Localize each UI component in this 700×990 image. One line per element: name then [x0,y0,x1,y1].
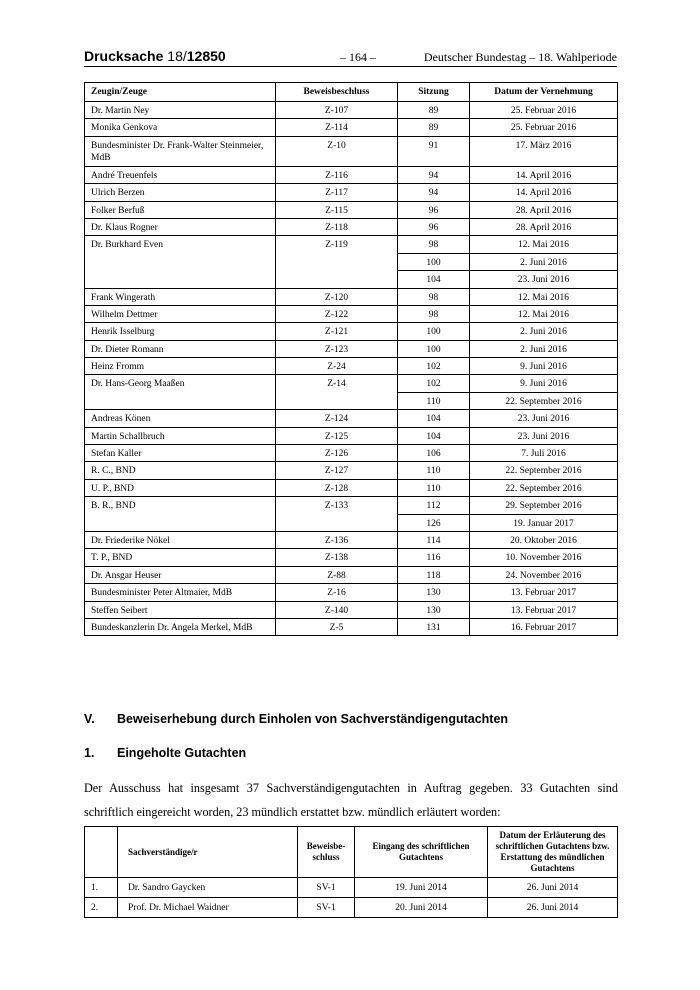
session-number: 100 [398,253,470,270]
resolution-number: Z-124 [276,410,398,427]
resolution-number: Z-118 [276,218,398,235]
table-row [85,136,618,166]
witness-name: U. P., BND [85,479,276,496]
session-number: 106 [398,445,470,462]
session-number: 110 [398,479,470,496]
expert-table [84,826,618,918]
table-row [85,427,618,444]
document-number: Drucksache 18/12850 [84,48,226,64]
table-row [85,462,618,479]
session-number: 98 [398,236,470,253]
table-row [85,102,618,119]
resolution-number: Z-127 [276,462,398,479]
resolution-number: Z-114 [276,119,398,136]
resolution-number: Z-117 [276,184,398,201]
explanation-date: 26. Juni 2014 [488,898,618,918]
witness-name: Frank Wingerath [85,288,276,305]
witness-name: Bundesminister Dr. Frank-Walter Steinmeier, MdB [85,136,276,166]
witness-name: T. P., BND [85,549,276,566]
hearing-date: 16. Februar 2017 [470,618,618,635]
session-number: 116 [398,549,470,566]
hearing-date: 9. Juni 2016 [470,375,618,392]
witness-name: Dr. Klaus Rogner [85,218,276,235]
resolution-number: Z-126 [276,445,398,462]
table-row [85,878,618,898]
witness-table-header [85,83,618,102]
witness-name: B. R., BND [85,497,276,532]
witness-name: Dr. Martin Ney [85,102,276,119]
witness-name: Bundesminister Peter Altmaier, MdB [85,584,276,601]
page-header [84,50,617,67]
expert-table-header [85,827,618,878]
table-row [85,323,618,340]
resolution-number: Z-119 [276,236,398,288]
session-number: 104 [398,410,470,427]
table-row [85,497,618,514]
column-header: Beweisbeschluss [276,83,398,102]
resolution-number: Z-115 [276,201,398,218]
session-number: 130 [398,584,470,601]
table-row [85,898,618,918]
session-number: 94 [398,184,470,201]
table-row [85,166,618,183]
table-row [85,445,618,462]
witness-name: Dr. Burkhard Even [85,236,276,288]
hearing-date: 2. Juni 2016 [470,323,618,340]
resolution-number: Z-125 [276,427,398,444]
table-row [85,288,618,305]
receipt-date: 19. Juni 2014 [355,878,488,898]
column-header: Eingang des schriftlichen Gutachtens [355,827,488,878]
column-header [85,827,118,878]
session-number: 126 [398,514,470,531]
hearing-date: 2. Juni 2016 [470,253,618,270]
column-header: Datum der Erläuterung des schriftlichen Gutachtens bzw. Erstattung des mündlichen Gutachtens [488,827,618,878]
witness-name: R. C., BND [85,462,276,479]
table-row [85,358,618,375]
hearing-date: 17. März 2016 [470,136,618,166]
resolution-number: Z-5 [276,618,398,635]
resolution-number: Z-122 [276,305,398,322]
session-number: 91 [398,136,470,166]
resolution-number: Z-138 [276,549,398,566]
resolution-number: Z-123 [276,340,398,357]
hearing-date: 23. Juni 2016 [470,427,618,444]
hearing-date: 13. Februar 2017 [470,584,618,601]
expert-name: Dr. Sandro Gaycken [118,878,298,898]
column-header: Sachverständige/r [118,827,298,878]
column-header: Zeugin/Zeuge [85,83,276,102]
witness-name: Wilhelm Dettmer [85,305,276,322]
resolution-number: SV-1 [298,878,355,898]
hearing-date: 12. Mai 2016 [470,305,618,322]
witness-name: Andreas Könen [85,410,276,427]
witness-name: Henrik Isselburg [85,323,276,340]
session-number: 130 [398,601,470,618]
hearing-date: 20. Oktober 2016 [470,531,618,548]
witness-name: Dr. Dieter Romann [85,340,276,357]
publisher-label: Deutscher Bundestag – 18. Wahlperiode [423,50,617,64]
session-number: 102 [398,358,470,375]
hearing-date: 25. Februar 2016 [470,119,618,136]
table-row [85,566,618,583]
table-row [85,410,618,427]
session-number: 131 [398,618,470,635]
explanation-date: 26. Juni 2014 [488,878,618,898]
session-number: 96 [398,218,470,235]
receipt-date: 20. Juni 2014 [355,898,488,918]
witness-name: Bundeskanzlerin Dr. Angela Merkel, MdB [85,618,276,635]
resolution-number: Z-24 [276,358,398,375]
resolution-number: Z-133 [276,497,398,532]
resolution-number: Z-88 [276,566,398,583]
table-row [85,119,618,136]
session-number: 94 [398,166,470,183]
session-number: 104 [398,427,470,444]
session-number: 100 [398,323,470,340]
session-number: 110 [398,392,470,409]
session-number: 110 [398,462,470,479]
table-row [85,236,618,253]
hearing-date: 22. September 2016 [470,479,618,496]
resolution-number: Z-10 [276,136,398,166]
session-number: 112 [398,497,470,514]
hearing-date: 22. September 2016 [470,392,618,409]
table-row [85,601,618,618]
witness-name: Dr. Ansgar Heuser [85,566,276,583]
hearing-date: 19. Januar 2017 [470,514,618,531]
hearing-date: 29. September 2016 [470,497,618,514]
session-number: 114 [398,531,470,548]
table-row [85,201,618,218]
hearing-date: 28. April 2016 [470,201,618,218]
hearing-date: 2. Juni 2016 [470,340,618,357]
hearing-date: 14. April 2016 [470,166,618,183]
hearing-date: 22. September 2016 [470,462,618,479]
witness-name: Dr. Hans-Georg Maaßen [85,375,276,410]
table-row [85,184,618,201]
witness-name: Heinz Fromm [85,358,276,375]
session-number: 98 [398,305,470,322]
hearing-date: 28. April 2016 [470,218,618,235]
resolution-number: Z-116 [276,166,398,183]
session-number: 98 [398,288,470,305]
row-number: 1. [85,878,118,898]
session-number: 104 [398,271,470,288]
column-header: Beweisbeschluss [298,827,355,878]
table-row [85,531,618,548]
resolution-number: Z-120 [276,288,398,305]
hearing-date: 10. November 2016 [470,549,618,566]
resolution-number: Z-107 [276,102,398,119]
session-number: 118 [398,566,470,583]
resolution-number: Z-136 [276,531,398,548]
witness-name: Ulrich Berzen [85,184,276,201]
witness-name: Monika Genkova [85,119,276,136]
hearing-date: 12. Mai 2016 [470,236,618,253]
witness-name: Folker Berfuß [85,201,276,218]
table-row [85,549,618,566]
table-row [85,218,618,235]
witness-name: Dr. Friederike Nökel [85,531,276,548]
expert-name: Prof. Dr. Michael Waidner [118,898,298,918]
witness-name: Steffen Seibert [85,601,276,618]
witness-name: Stefan Kaller [85,445,276,462]
session-number: 102 [398,375,470,392]
hearing-date: 12. Mai 2016 [470,288,618,305]
table-row [85,375,618,392]
resolution-number: Z-16 [276,584,398,601]
table-row [85,479,618,496]
hearing-date: 14. April 2016 [470,184,618,201]
session-number: 96 [398,201,470,218]
hearing-date: 7. Juli 2016 [470,445,618,462]
witness-name: André Treuenfels [85,166,276,183]
section-heading: V. Beweiserhebung durch Einholen von Sachverständigengutachten [84,712,509,726]
resolution-number: Z-128 [276,479,398,496]
session-number: 89 [398,119,470,136]
witness-name: Martin Schallbruch [85,427,276,444]
resolution-number: Z-121 [276,323,398,340]
hearing-date: 9. Juni 2016 [470,358,618,375]
hearing-date: 23. Juni 2016 [470,271,618,288]
body-paragraph: Der Ausschuss hat insgesamt 37 Sachverständigengutachten in Auftrag gegeben. 33 Gutachten sind schriftlich eingereicht worden, 23 mündlich erstattet bzw. mündlich erläutert worden: [84,781,618,819]
resolution-number: Z-140 [276,601,398,618]
table-row [85,305,618,322]
column-header: Sitzung [398,83,470,102]
witness-table [84,82,618,636]
table-row [85,618,618,635]
resolution-number: SV-1 [298,898,355,918]
resolution-number: Z-14 [276,375,398,410]
column-header: Datum der Vernehmung [470,83,618,102]
table-row [85,584,618,601]
session-number: 100 [398,340,470,357]
hearing-date: 25. Februar 2016 [470,102,618,119]
session-number: 89 [398,102,470,119]
subsection-heading: 1. Eingeholte Gutachten [84,746,247,760]
hearing-date: 24. November 2016 [470,566,618,583]
table-row [85,340,618,357]
hearing-date: 23. Juni 2016 [470,410,618,427]
page-number: – 164 – [340,50,376,64]
row-number: 2. [85,898,118,918]
hearing-date: 13. Februar 2017 [470,601,618,618]
